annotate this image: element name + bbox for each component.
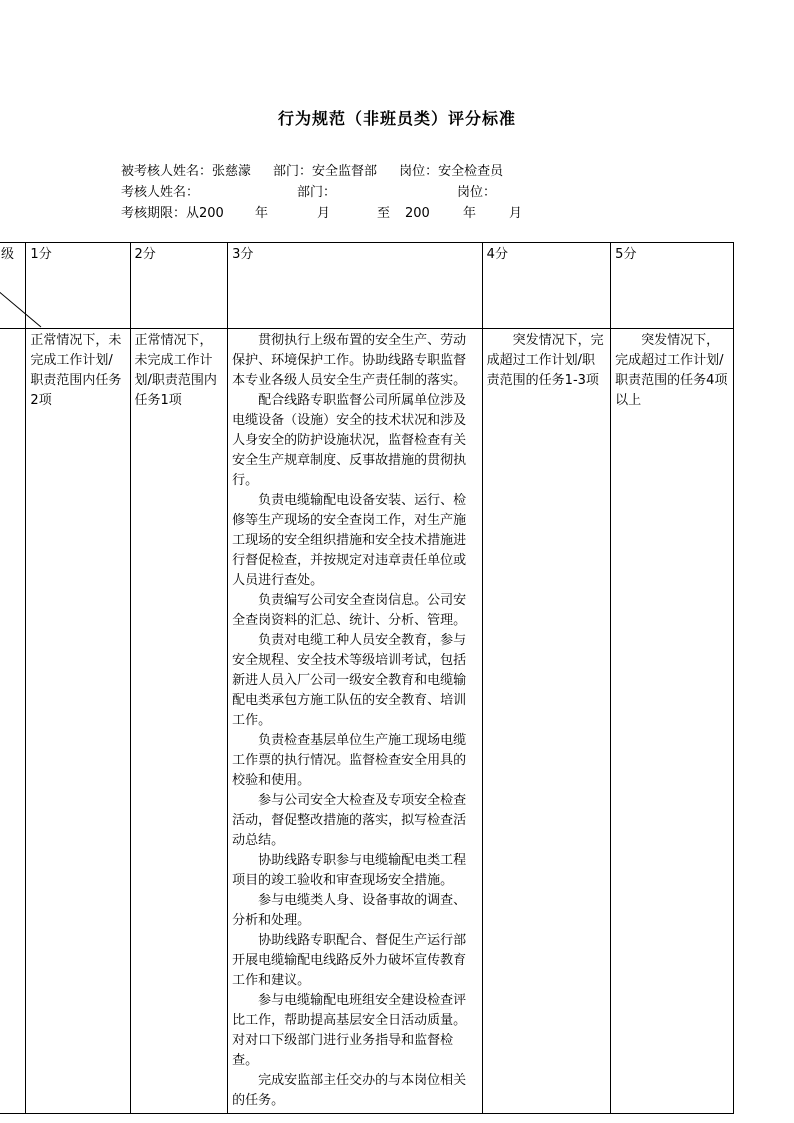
score-table (0, 242, 734, 1114)
header-row (0, 243, 734, 329)
diagonal-line (0, 242, 41, 327)
score-4-text: 突发情况下，完成超过工作计划/职责范围的任务1-3项 (486, 333, 604, 388)
score-4-cell (482, 329, 611, 1114)
duty-paragraph: 参与公司安全大检查及专项安全检查活动，督促整改措施的落实，拟写检查活动总结。 (232, 793, 467, 848)
examiner-row (121, 181, 496, 200)
to-label: 至 (377, 206, 391, 221)
month-2: 月 (509, 206, 523, 221)
score-5-text: 突发情况下，完成超过工作计划/职责范围的任务4项以上 (615, 333, 728, 408)
duty-paragraph: 负责编写公司安全查岗信息。公司安全查岗资料的汇总、统计、分析、管理。 (232, 593, 467, 628)
dept-value: 安全监督部 (312, 164, 378, 179)
duty-paragraph: 负责检查基层单位生产施工现场电缆工作票的执行情况。监督检查安全用具的校验和使用。 (232, 733, 467, 788)
examinee-name: 张慈濛 (212, 164, 252, 179)
period-row (121, 202, 522, 221)
page-title: 行为规范（非班员类）评分标准 (277, 109, 516, 128)
header-cell: 3分 (228, 243, 483, 329)
duty-paragraph: 负责对电缆工种人员安全教育，参与安全规程、安全技术等级培训考试，包括新进人员入厂公司一级安全教育和电缆输配电类承包方施工队伍的安全教育、培训工作。 (232, 633, 467, 728)
year-1: 年 (255, 206, 269, 221)
header-cell: 2分 (130, 243, 228, 329)
duty-paragraph: 协助线路专职参与电缆输配电类工程项目的竣工验收和审查现场安全措施。 (232, 853, 467, 888)
duty-paragraph: 参与电缆类人身、设备事故的调查、分析和处理。 (232, 893, 467, 928)
duty-paragraph: 完成安监部主任交办的与本岗位相关的任务。 (232, 1073, 467, 1108)
corner-label: 级 (1, 247, 15, 262)
score-5-cell (611, 329, 734, 1114)
year-2: 年 (463, 206, 477, 221)
score-1-text: 正常情况下，未完成工作计划/职责范围内任务2项 (30, 333, 122, 408)
period-label: 考核期限：从 (121, 206, 200, 221)
content-row (0, 329, 734, 1114)
examiner-post-label: 岗位： (457, 185, 497, 200)
examiner-dept-label: 部门： (297, 185, 337, 200)
duty-paragraph: 参与电缆输配电班组安全建设检查评比工作，帮助提高基层安全日活动质量。对对口下级部门进行业务指导和监督检查。 (232, 993, 467, 1068)
corner-diagonal (0, 242, 42, 328)
header-cell: 5分 (611, 243, 734, 329)
period-to: 200 (405, 206, 430, 221)
blank-cell (0, 329, 26, 1114)
header-cell: 4分 (482, 243, 611, 329)
period-from: 200 (199, 206, 224, 221)
dept-label: 部门： (273, 164, 313, 179)
post-value: 安全检查员 (438, 164, 504, 179)
examiner-label: 考核人姓名： (121, 185, 200, 200)
duty-paragraph: 负责电缆输配电设备安装、运行、检修等生产现场的安全查岗工作，对生产施工现场的安全组织措施和安全技术措施进行督促检查，并按规定对违章责任单位或人员进行查处。 (232, 493, 467, 588)
duty-paragraph: 配合线路专职监督公司所属单位涉及电缆设备（设施）安全的技术状况和涉及人身安全的防护设施状况，监督检查有关安全生产规章制度、反事故措施的贯彻执行。 (232, 393, 467, 488)
examinee-label: 被考核人姓名： (121, 164, 213, 179)
duty-paragraph: 贯彻执行上级布置的安全生产、劳动保护、环境保护工作。协助线路专职监督本专业各级人员安全生产责任制的落实。 (232, 333, 467, 388)
score-3-cell (228, 329, 483, 1114)
header-cell: 1分 (26, 243, 130, 329)
score-2-cell (130, 329, 228, 1114)
month-1: 月 (317, 206, 331, 221)
score-2-text: 正常情况下，未完成工作计划/职责范围内任务1项 (134, 333, 217, 408)
score-1-cell (26, 329, 130, 1114)
examinee-row (121, 160, 503, 179)
duty-paragraph: 协助线路专职配合、督促生产运行部开展电缆输配电线路反外力破坏宣传教育工作和建议。 (232, 933, 467, 988)
post-label: 岗位： (399, 164, 439, 179)
